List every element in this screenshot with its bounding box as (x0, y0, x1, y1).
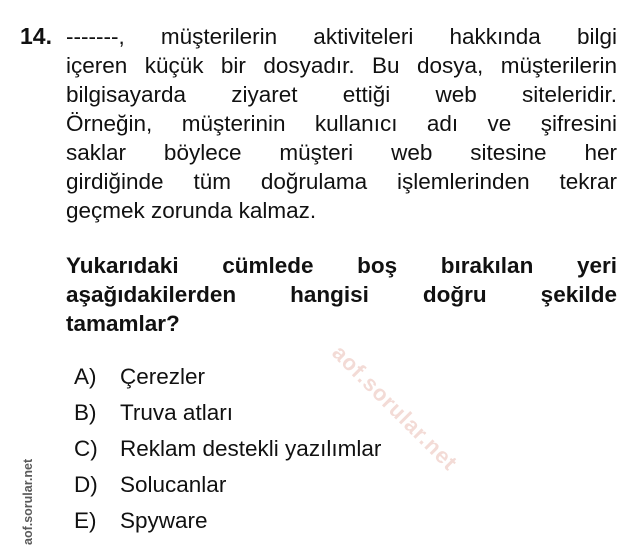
question-prompt (66, 251, 617, 338)
stem-line: girdiğinde tüm doğrulama işlemlerinden tekrar (66, 169, 617, 194)
stem-line: -------, müşterilerin aktiviteleri hakkında bilgi (66, 24, 617, 49)
option-e[interactable] (74, 503, 381, 539)
prompt-line: aşağıdakilerden hangisi doğru şekilde (66, 282, 617, 307)
option-c[interactable] (74, 431, 381, 467)
option-letter: B) (74, 400, 97, 425)
option-letter: A) (74, 364, 97, 389)
stem-line: içeren küçük bir dosyadır. Bu dosya, müşterilerin (66, 53, 617, 78)
option-b[interactable] (74, 395, 381, 431)
prompt-line: Yukarıdaki cümlede boş bırakılan yeri (66, 253, 617, 278)
option-text: Çerezler (120, 364, 206, 389)
stem-line: bilgisayarda ziyaret ettiği web siteleridir. (66, 82, 617, 107)
question-stem (66, 22, 617, 225)
stem-line: geçmek zorunda kalmaz. (66, 198, 317, 223)
option-text: Truva atları (120, 400, 233, 425)
option-d[interactable] (74, 467, 381, 503)
option-text: Reklam destekli yazılımlar (120, 436, 382, 461)
prompt-line: tamamlar? (66, 311, 180, 336)
side-watermark: aof.sorular.net (21, 458, 35, 545)
answer-options (74, 359, 381, 539)
question-number: 14. (20, 23, 52, 49)
diagonal-watermark: aof.sorular.net (327, 340, 463, 476)
option-letter: E) (74, 508, 97, 533)
stem-line: saklar böylece müşteri web sitesine her (66, 140, 617, 165)
option-text: Solucanlar (120, 472, 227, 497)
option-letter: D) (74, 472, 98, 497)
stem-line: Örneğin, müşterinin kullanıcı adı ve şifresini (66, 111, 617, 136)
option-letter: C) (74, 436, 98, 461)
option-text: Spyware (120, 508, 208, 533)
